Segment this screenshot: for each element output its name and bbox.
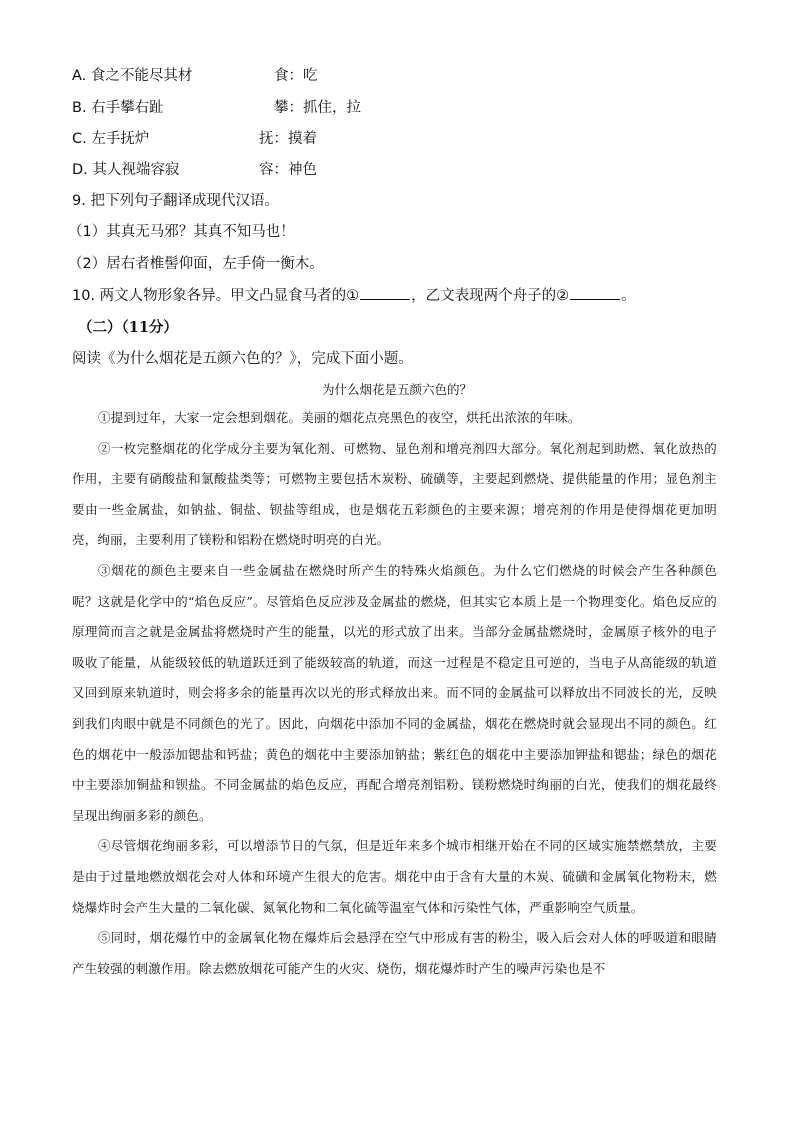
article-paragraph-2: ②一枚完整烟花的化学成分主要为氧化剂、可燃物、显色剂和增亮剂四大部分。氧化剂起到助燃、氧化放热的作用，主要有硝酸盐和氯酸盐类等；可燃物主要包括木炭粉、硫磺等，主要起到燃烧、提供能量的作用；显色剂主要由一些金属盐，如钠盐、铜盐、钡盐等组成，也是烟花五彩颜色的主要来源；增亮剂的作用是使得烟花更加明亮，绚丽，主要利用了镁粉和铝粉在燃烧时明亮的白光。 <box>72 440 717 548</box>
question-10-part3: 。 <box>621 288 636 304</box>
article-title: 为什么烟花是五颜六色的？ <box>321 382 472 397</box>
option-c-label: C. 左手抚炉 <box>72 131 150 147</box>
question-10-part1: 10. 两文人物形象各异。甲文凸显食马者的① <box>72 288 360 304</box>
answer-blank-1[interactable] <box>360 286 410 300</box>
question-9-stem: 9. 把下列句子翻译成现代汉语。 <box>72 193 279 209</box>
option-a-meaning: 食：吃 <box>274 68 318 84</box>
reading-instruction: 阅读《为什么烟花是五颜六色的？》，完成下面小题。 <box>72 351 413 367</box>
option-a <box>72 66 318 86</box>
option-d-label: D. 其人视端容寂 <box>72 162 180 178</box>
option-d <box>72 160 317 180</box>
option-b-label: B. 右手攀右趾 <box>72 100 164 116</box>
question-10 <box>72 286 636 306</box>
article-body <box>72 403 717 984</box>
option-c-meaning: 抚：摸着 <box>259 131 317 147</box>
answer-blank-2[interactable] <box>570 286 620 300</box>
article-paragraph-1: ①提到过年，大家一定会想到烟花。美丽的烟花点亮黑色的夜空，烘托出浓浓的年味。 <box>98 410 581 425</box>
section-heading: （二）（11分） <box>78 319 178 336</box>
question-9-sentence-2: （2）居右者椎髻仰面，左手倚一衡木。 <box>68 256 324 272</box>
option-b-meaning: 攀：抓住，拉 <box>274 100 361 116</box>
question-9-sentence-1: （1）其真无马邪？其真不知马也！ <box>68 224 295 240</box>
article-paragraph-5: ⑤同时，烟花爆竹中的金属氧化物在爆炸后会悬浮在空气中形成有害的粉尘，吸入后会对人体的呼吸道和眼睛产生较强的刺激作用。除去燃放烟花可能产生的火灾、烧伤，烟花爆炸时产生的噪声污染也是不 <box>72 930 717 976</box>
option-a-label: A. 食之不能尽其材 <box>72 68 193 84</box>
option-b <box>72 98 361 118</box>
option-d-meaning: 容：神色 <box>259 162 317 178</box>
question-10-part2: ，乙文表现两个舟子的② <box>411 288 570 304</box>
option-c <box>72 129 317 149</box>
article-paragraph-4: ④尽管烟花绚丽多彩，可以增添节日的气氛，但是近年来多个城市相继开始在不同的区域实施禁燃禁放，主要是由于过量地燃放烟花会对人体和环境产生很大的危害。烟花中由于含有大量的木炭、硫磺和金属氧化物粉末，燃烧爆炸时会产生大量的二氧化碳、氮氧化物和二氧化硫等温室气体和污染性气体，严重影响空气质量。 <box>72 838 717 915</box>
article-paragraph-3: ③烟花的颜色主要来自一些金属盐在燃烧时所产生的特殊火焰颜色。为什么它们燃烧的时候会产生各种颜色呢？这就是化学中的“焰色反应”。尽管焰色反应涉及金属盐的燃烧，但其实它本质上是一个物理变化。焰色反应的原理简而言之就是金属盐将燃烧时产生的能量，以光的形式放了出来。当部分金属盐燃烧时，金属原子核外的电子吸收了能量，从能级较低的轨道跃迁到了能级较高的轨道，而这一过程是不稳定且可逆的，当电子从高能级的轨道又回到原来轨道时，则会将多余的能量再次以光的形式释放出来。而不同的金属盐可以释放出不同波长的光，反映到我们肉眼中就是不同颜色的光了。因此，向烟花中添加不同的金属盐，烟花在燃烧时就会显现出不同的颜色。红色的烟花中一般添加锶盐和钙盐；黄色的烟花中主要添加钠盐；紫红色的烟花中主要添加钾盐和锶盐；绿色的烟花中主要添加铜盐和钡盐。不同金属盐的焰色反应，再配合增亮剂铝粉、镁粉燃烧时绚丽的白光，使我们的烟花最终呈现出绚丽多彩的颜色。 <box>72 562 717 823</box>
